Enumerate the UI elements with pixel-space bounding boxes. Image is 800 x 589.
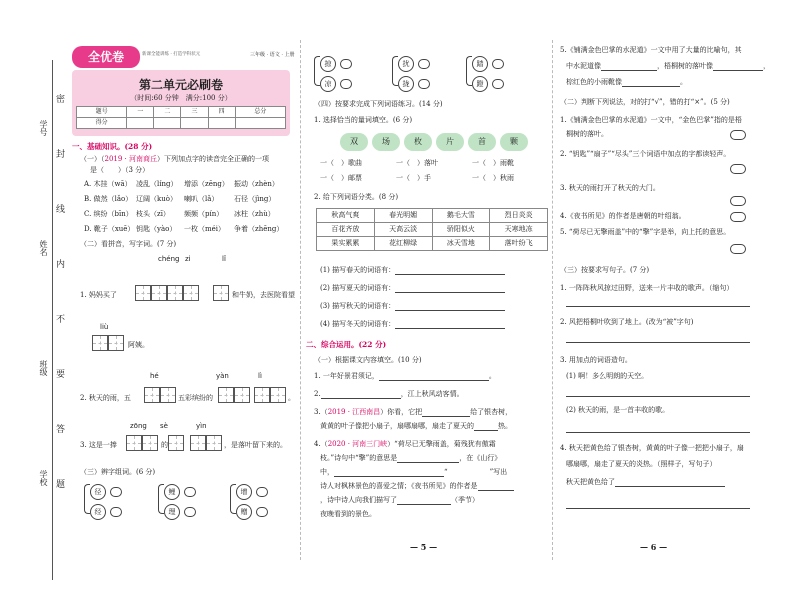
question-text: 1. 选择恰当的量词填空。(6 分) xyxy=(314,116,413,124)
seal-char: 题 xyxy=(56,480,66,490)
word-cell: 花红柳绿 xyxy=(374,237,432,251)
word-cell: 烈日炎炎 xyxy=(490,209,548,223)
answer-line[interactable] xyxy=(622,86,680,87)
pinyin: yìn xyxy=(196,422,207,430)
rewrite-item: 1. 一阵阵秋风掠过田野，送来一片丰收的歌声。（缩句） xyxy=(560,284,734,292)
fill-text: 夜晚看到的景色。 xyxy=(320,510,376,518)
fill-line[interactable] xyxy=(314,390,464,399)
group-brace xyxy=(314,56,320,86)
answer-line[interactable] xyxy=(478,490,514,491)
circled-char: 赠 xyxy=(236,504,252,520)
circled-char: 拢 xyxy=(398,76,414,92)
sentence: 阿姨。 xyxy=(128,341,149,349)
answer-blank[interactable] xyxy=(340,79,352,89)
judge-box[interactable] xyxy=(730,212,746,222)
circled-char: 径 xyxy=(90,484,106,500)
answer-line[interactable] xyxy=(395,328,505,329)
answer-line[interactable] xyxy=(397,462,459,463)
option-word: 石径（jìng） xyxy=(234,195,276,203)
judge-box[interactable] xyxy=(730,164,746,174)
column-divider xyxy=(552,40,553,560)
char-box[interactable] xyxy=(213,285,229,301)
score-input[interactable] xyxy=(181,118,208,129)
option-word: D. 靴子（xuē） xyxy=(84,225,135,233)
char-box[interactable] xyxy=(234,387,250,403)
brand-slogan: 新课全能训练 · 打造学科状元 xyxy=(142,52,201,57)
pinyin: chéng xyxy=(158,255,180,263)
binding-line xyxy=(52,60,53,580)
answer-blank[interactable] xyxy=(184,487,196,497)
source-tag: 2019 · 河南商丘 xyxy=(104,155,157,163)
classify-line[interactable] xyxy=(320,284,505,293)
question-text: （二）判断下列说法，对的打“√”，错的打“×”。(5 分) xyxy=(560,98,730,106)
option-word: 凌乱（líng） xyxy=(136,180,178,188)
score-cell: 题号 xyxy=(77,107,127,118)
fill-line[interactable] xyxy=(320,422,512,431)
score-input[interactable] xyxy=(235,118,285,129)
answer-blank[interactable] xyxy=(110,507,122,517)
group-brace xyxy=(466,56,472,86)
option-word: 冰柱（zhù） xyxy=(234,210,275,218)
source-tag: 2019 · 江西南昌 xyxy=(327,408,381,416)
fill-text: 4.（ xyxy=(314,440,328,448)
judge-item: 1.《铺满金色巴掌的水泥道》一文中，“金色巴掌”指的是梧 xyxy=(560,116,742,124)
pinyin: lǐ xyxy=(222,255,226,263)
word-table xyxy=(316,208,548,251)
circled-char: 扰 xyxy=(398,56,414,72)
question-text: 2. 给下列词语分类。(8 分) xyxy=(314,193,399,201)
fill-line[interactable] xyxy=(566,78,687,87)
char-box[interactable] xyxy=(142,435,158,451)
char-box[interactable] xyxy=(270,387,286,403)
fill-text: 。 xyxy=(488,372,496,380)
question-text: （四）按要求完成下列词语练习。(14 分) xyxy=(314,100,443,108)
binding-label-school: 学校 xyxy=(39,470,48,486)
classify-label: (2) 描写夏天的词语有： xyxy=(320,284,396,292)
judge-item: 3. 秋天的雨打开了秋天的大门。 xyxy=(560,184,660,192)
answer-blank[interactable] xyxy=(256,487,268,497)
word-flower: 片 xyxy=(436,133,464,151)
answer-line[interactable] xyxy=(566,396,750,397)
word-cell: 骄阳似火 xyxy=(432,223,490,237)
answer-line[interactable] xyxy=(713,70,763,71)
fill-item[interactable]: 一（ ）歌曲 xyxy=(320,159,362,167)
word-cell: 鹅毛大雪 xyxy=(432,209,490,223)
judge-box[interactable] xyxy=(730,196,746,206)
circled-char: 凉 xyxy=(320,76,336,92)
sentence: 2. 秋天的雨，五 xyxy=(80,394,131,402)
rewrite-item: (2) 秋天的雨，是一首丰收的歌。 xyxy=(566,406,670,414)
question-text: （三）按要求写句子。(7 分) xyxy=(560,266,650,274)
fill-line[interactable] xyxy=(320,468,507,477)
binding-label-class: 班级 xyxy=(39,360,48,376)
source-tag: 2020 · 河南三门峡 xyxy=(327,440,388,448)
circled-char: 鲤 xyxy=(164,484,180,500)
binding-label-id: 学号 xyxy=(39,120,48,136)
judge-item: 2. “钥匙”“扇子”“尽头”三个词语中加点的字都读轻声。 xyxy=(560,150,731,158)
option-word: 辽阔（kuò） xyxy=(136,195,177,203)
fill-text: 。 xyxy=(680,78,687,86)
pinyin: yàn xyxy=(216,372,229,380)
seal-char: 要 xyxy=(56,370,66,380)
fill-line[interactable] xyxy=(320,454,501,463)
fill-text: ）你看，它把 xyxy=(380,408,423,416)
answer-line[interactable] xyxy=(566,342,750,343)
option-word: 频频（pín） xyxy=(184,210,224,218)
answer-line[interactable] xyxy=(395,292,505,293)
fill-text: 3.（ xyxy=(314,408,328,416)
score-input[interactable] xyxy=(127,118,154,129)
word-cell: 天寒地冻 xyxy=(490,223,548,237)
fill-text: “ ”写出 xyxy=(444,468,508,476)
rewrite-item: 3. 用加点的词语造句。 xyxy=(560,356,632,364)
rewrite-item: 哪扇哪，扇走了夏天的炎热。（照样子，写句子） xyxy=(566,460,717,468)
char-box[interactable] xyxy=(160,387,176,403)
char-box[interactable] xyxy=(206,435,222,451)
pinyin: liù xyxy=(100,323,109,331)
score-cell: 总分 xyxy=(235,107,285,118)
answer-blank[interactable] xyxy=(340,59,352,69)
fill-text: 1. 一年好景君须记， xyxy=(314,372,379,380)
group-brace xyxy=(84,484,90,514)
answer-line[interactable] xyxy=(474,430,498,431)
option-word: 枝头（zī） xyxy=(136,210,170,218)
circled-char: 蹬 xyxy=(472,76,488,92)
word-cell: 落叶纷飞 xyxy=(490,237,548,251)
fill-text: 给了银杏树， xyxy=(470,408,513,416)
option-word: 喇叭（lǎ） xyxy=(184,195,219,203)
seal-char: 线 xyxy=(56,205,66,215)
char-box[interactable] xyxy=(218,387,234,403)
char-box[interactable] xyxy=(183,285,199,301)
option-word: C. 缤纷（bīn） xyxy=(84,210,133,218)
option-word: 增添（zēng） xyxy=(184,180,229,188)
char-box[interactable] xyxy=(135,285,151,301)
option-word: A. 木挂（wā） xyxy=(84,180,132,188)
char-box[interactable] xyxy=(144,387,160,403)
fill-item[interactable]: 一（ ）秋雨 xyxy=(472,174,514,182)
char-box[interactable] xyxy=(126,435,142,451)
fill-text: 2. xyxy=(314,390,321,398)
fill-line[interactable] xyxy=(566,62,770,71)
fill-text: ，江上秋风动客情。 xyxy=(400,390,464,398)
fill-item[interactable]: 一（ ）邮票 xyxy=(320,174,362,182)
fill-line[interactable] xyxy=(320,482,514,491)
fill-text: 诗人对枫林景色的喜爱之情；《夜书所见》的作者是 xyxy=(320,482,478,490)
option-word: 钥匙（yào） xyxy=(136,225,177,233)
rewrite-item: 2. 风把梧桐叶吹到了地上。(改为“被”字句) xyxy=(560,318,694,326)
pinyin: hé xyxy=(150,372,159,380)
answer-blank[interactable] xyxy=(418,59,430,69)
answer-line[interactable] xyxy=(615,486,725,487)
score-input[interactable] xyxy=(154,118,181,129)
question-text xyxy=(80,155,269,164)
fill-text: 枝。”诗句中“擎”的意思是 xyxy=(320,454,398,462)
exam-info: （时间:60 分钟 满分:100 分） xyxy=(130,94,232,102)
classify-label: (3) 描写秋天的词语有： xyxy=(320,302,396,310)
sentence: 3. 这是一捧 xyxy=(80,441,117,449)
subject-label: 三年级 · 语文 · 上册 xyxy=(250,52,295,58)
answer-line[interactable] xyxy=(395,274,505,275)
binding-margin xyxy=(0,0,70,589)
answer-blank[interactable] xyxy=(492,59,504,69)
pinyin: lì xyxy=(258,372,262,380)
answer-line[interactable] xyxy=(566,306,750,307)
fill-line[interactable] xyxy=(320,496,479,505)
question-text: （三）辨字组词。(6 分) xyxy=(80,468,156,476)
answer-blank[interactable] xyxy=(418,79,430,89)
answer-line[interactable] xyxy=(566,432,750,433)
rewrite-item: (1) 啊！多么明朗的天空。 xyxy=(566,372,649,380)
sentence: 五彩缤纷的 xyxy=(178,394,213,402)
score-cell: 一 xyxy=(127,107,154,118)
question-text: （一）根据课文内容填空。(10 分) xyxy=(314,356,422,364)
sentence: ，是落叶留下来的。 xyxy=(224,441,287,449)
group-brace xyxy=(230,484,236,514)
fill-text: ，诗中诗人向我们描写了 xyxy=(320,496,397,504)
judge-box[interactable] xyxy=(730,244,746,254)
q-prefix: （一）（ xyxy=(80,155,105,163)
option-word: 振动（zhèn） xyxy=(234,180,279,188)
fill-text: 秋天把黄色给了 xyxy=(566,478,615,486)
q-body: ）下列加点字的读音完全正确的一项 xyxy=(157,155,269,163)
word-cell: 天高云淡 xyxy=(374,223,432,237)
circled-char: 掠 xyxy=(320,56,336,72)
brand-logo: 全优卷 xyxy=(72,46,140,68)
score-input[interactable] xyxy=(208,118,235,129)
fill-text: （季节） xyxy=(451,496,479,504)
fill-line[interactable] xyxy=(314,372,496,381)
judge-box[interactable] xyxy=(730,130,746,140)
fill-text: 中， xyxy=(320,468,334,476)
score-cell: 得分 xyxy=(77,118,127,129)
fill-line xyxy=(314,440,496,449)
classify-label: (1) 描写春天的词语有： xyxy=(320,266,396,274)
question-text: （二）看拼音，写字词。(7 分) xyxy=(80,240,177,248)
question-text: 是（ ）（3 分） xyxy=(90,166,150,174)
word-cell: 冰天雪地 xyxy=(432,237,490,251)
answer-line[interactable] xyxy=(422,416,470,417)
sentence: 。 xyxy=(288,394,295,402)
fill-text: 热。 xyxy=(498,422,512,430)
fill-text: 棕红色的小雨靴像 xyxy=(566,78,622,86)
seal-char: 不 xyxy=(56,315,66,325)
fill-item[interactable]: 一（ ）手 xyxy=(396,174,431,182)
option-word: 一枚（méi） xyxy=(184,225,226,233)
column-divider xyxy=(300,40,301,560)
fill-item[interactable]: 一（ ）雨靴 xyxy=(472,159,514,167)
classify-line[interactable] xyxy=(320,266,505,275)
score-cell: 二 xyxy=(154,107,181,118)
section-heading: 二、综合运用。(22 分) xyxy=(306,340,387,349)
word-flower: 枚 xyxy=(404,133,432,151)
circled-char: 踏 xyxy=(472,56,488,72)
answer-line[interactable] xyxy=(397,504,451,505)
fill-text: ， xyxy=(763,62,770,70)
option-word: 争着（zhēng） xyxy=(234,225,284,233)
seal-char: 答 xyxy=(56,425,66,435)
sentence: 1. 妈妈买了 xyxy=(80,291,117,299)
fill-item[interactable]: 一（ ）落叶 xyxy=(396,159,438,167)
word-cell: 春光明媚 xyxy=(374,209,432,223)
page-number: — 6 — xyxy=(640,542,668,552)
answer-line[interactable] xyxy=(334,476,444,477)
judge-item: 桐树的落叶。 xyxy=(566,130,608,138)
seal-char: 内 xyxy=(56,260,66,270)
classify-label: (4) 描写冬天的词语有： xyxy=(320,320,396,328)
group-brace xyxy=(158,484,164,514)
fill-text: 中水泥道像 xyxy=(566,62,601,70)
word-flower: 颗 xyxy=(500,133,528,151)
pinyin: sè xyxy=(160,422,168,430)
rewrite-item: 4. 秋天把黄色给了银杏树，黄黄的叶子像一把把小扇子，扇 xyxy=(560,444,744,452)
fill-text: ，梧桐树的落叶像 xyxy=(657,62,713,70)
sentence: 的 xyxy=(161,441,168,449)
page-number: — 5 — xyxy=(410,542,438,552)
word-flower: 双 xyxy=(340,133,368,151)
answer-blank[interactable] xyxy=(256,507,268,517)
judge-item: 5. “荷尽已无擎雨盖”中的“擎”字是举，向上托的意思。 xyxy=(560,228,731,236)
answer-blank[interactable] xyxy=(110,487,122,497)
binding-label-name: 姓名 xyxy=(39,240,48,256)
answer-line[interactable] xyxy=(321,398,401,399)
word-cell: 果实累累 xyxy=(317,237,375,251)
word-cell: 百花齐放 xyxy=(317,223,375,237)
option-word: B. 做然（lǎo） xyxy=(84,195,133,203)
char-box[interactable] xyxy=(151,285,167,301)
score-table xyxy=(76,106,286,129)
fill-text: 5.《铺满金色巴掌的水泥道》一文中用了大量的比喻句，其 xyxy=(560,46,742,54)
fill-text: 黄黄的叶子像把小扇子，扇哪扇哪，扇走了夏天的 xyxy=(320,422,474,430)
sentence: 和牛奶，去医院看望 xyxy=(232,291,295,299)
char-box[interactable] xyxy=(108,335,124,351)
answer-line[interactable] xyxy=(379,380,489,381)
seal-char: 封 xyxy=(56,150,66,160)
classify-line[interactable] xyxy=(320,302,505,311)
answer-line[interactable] xyxy=(395,310,505,311)
word-cell: 秋高气爽 xyxy=(317,209,375,223)
char-box[interactable] xyxy=(254,387,270,403)
fill-text: ）“荷尽已无擎雨盖，菊残犹有傲霜 xyxy=(387,440,496,448)
fill-text: ，在《山行》 xyxy=(459,454,502,462)
pinyin: zi xyxy=(185,255,191,263)
circled-char: 经 xyxy=(90,504,106,520)
group-brace xyxy=(392,56,398,86)
fill-line[interactable] xyxy=(314,408,512,417)
exam-title: 第二单元必刷卷 xyxy=(138,78,223,92)
answer-line[interactable] xyxy=(601,70,657,71)
seal-char: 密 xyxy=(56,95,66,105)
answer-line[interactable] xyxy=(566,508,750,509)
classify-line[interactable] xyxy=(320,320,505,329)
circled-char: 增 xyxy=(236,484,252,500)
answer-blank[interactable] xyxy=(492,79,504,89)
score-cell: 三 xyxy=(181,107,208,118)
score-cell: 四 xyxy=(208,107,235,118)
answer-blank[interactable] xyxy=(184,507,196,517)
char-box[interactable] xyxy=(167,285,183,301)
char-box[interactable] xyxy=(168,435,184,451)
word-flower: 场 xyxy=(372,133,400,151)
circled-char: 理 xyxy=(164,504,180,520)
char-box[interactable] xyxy=(190,435,206,451)
judge-item: 4.《夜书所见》的作者是唐朝的叶绍翁。 xyxy=(560,212,686,220)
section-heading: 一、基础知识。(28 分) xyxy=(72,142,153,151)
word-flower: 首 xyxy=(468,133,496,151)
pinyin: zōng xyxy=(130,422,147,430)
fill-line[interactable] xyxy=(566,478,725,487)
char-box[interactable] xyxy=(92,335,108,351)
